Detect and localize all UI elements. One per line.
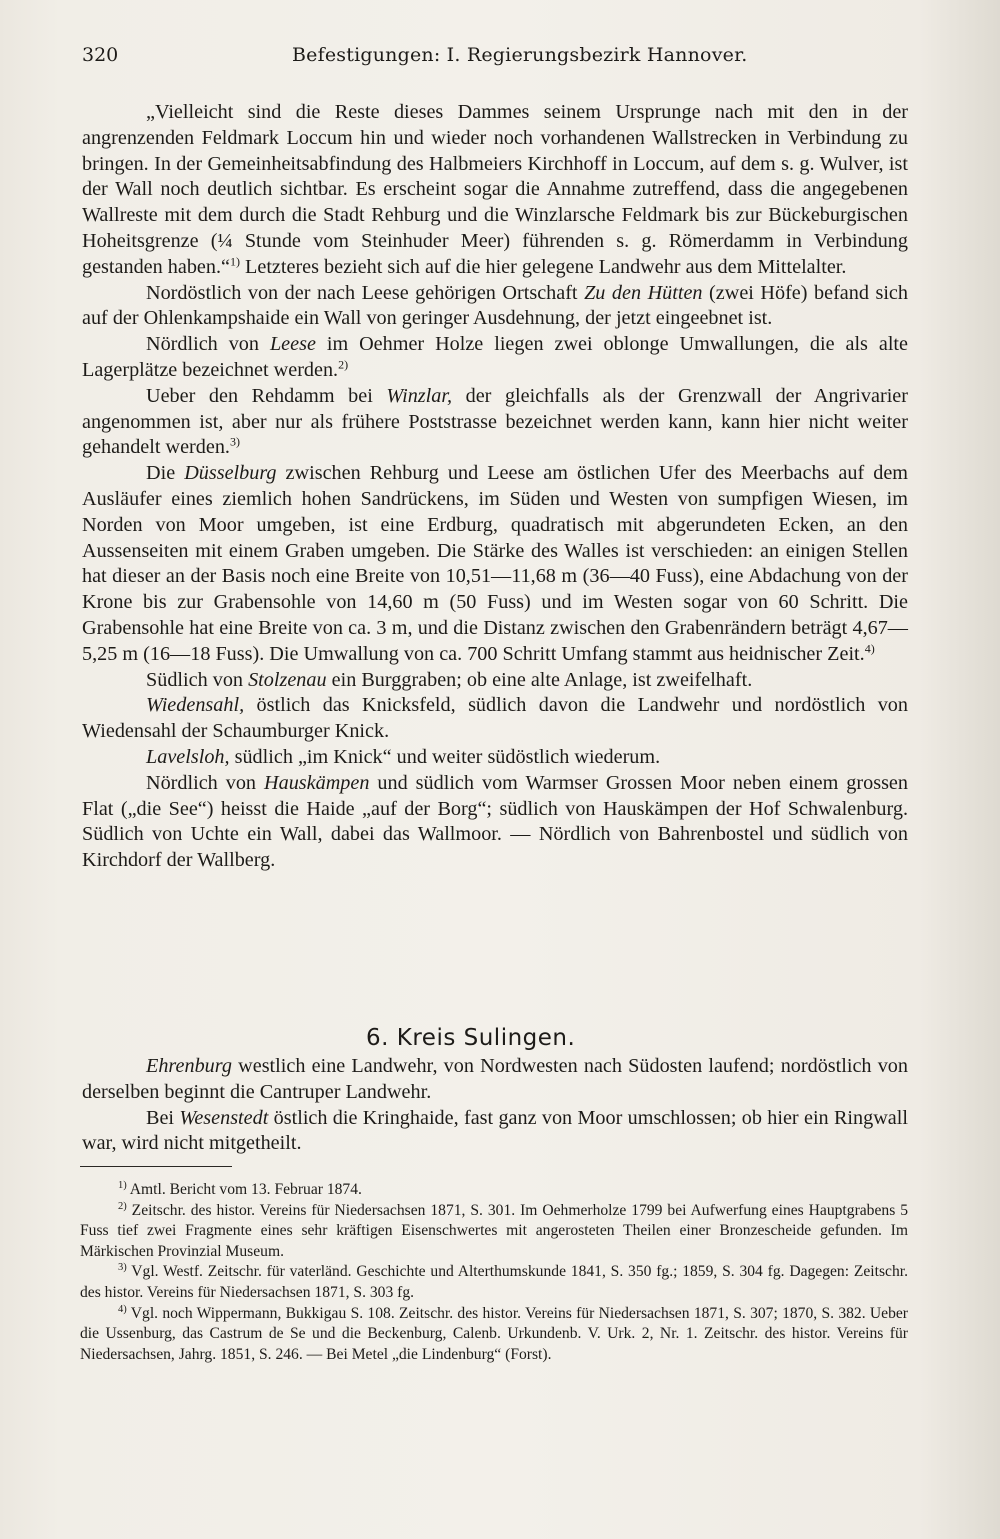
paragraph-text: Die [146,462,185,485]
footnote [80,1304,908,1366]
page-header [82,44,904,78]
paragraph-lavelsloh [82,745,908,771]
paragraph-text: zwischen Rehburg und Leese am östlichen Ufer des Meerbachs auf dem Ausläufer eines ziemlich hohen Sandrückens, im Süden und Westen von sumpfigen Wiesen, im Norden von Moor umgeben, ist eine Erdburg, quadratisch mit abgerundeten Ecken, an den Aussenseiten mit einem Graben umgeben. Die Stärke des Walles ist verschieden: an einigen Stellen hat dieser an der Basis noch eine Breite von 10,51—11,68 m (36—40 Fuss), eine Abdachung von der Krone bis zur Grabensohle von 14,60 m (50 Fuss) und im Westen sogar von 60 Schritt. Die Grabensohle hat eine Breite von ca. 3 m, und die Distanz zwischen den Grabenrändern beträgt 4,67—5,25 m (16—18 Fuss). Die Umwallung von ca. 700 Schritt Umfang stammt aus heidnischer Zeit. [82,462,908,665]
paragraph-duesselburg [82,461,908,667]
paragraph-winzlar [82,384,908,461]
footnote-divider [80,1166,232,1167]
running-title: Befestigungen: I. Regierungsbezirk Hannover. [292,44,748,66]
paragraph-ehrenburg [82,1054,908,1106]
paragraph-wesenstedt [82,1106,908,1158]
footnote-mark: 2) [118,1200,127,1212]
footnote-text: Zeitschr. des histor. Vereins für Niedersachsen 1871, S. 301. Im Oehmerholze 1799 bei Aufwerfung eines Hauptgrabens 5 Fuss tief zwei Fragmente eines sehr kräftigen Eisenschwertes mit angerosteten Theilen einer Bronzescheide gefunden. Im Märkischen Provinzial Museum. [80,1201,908,1260]
paragraph-text: östlich die Kringhaide, fast ganz von Moor umschlossen; ob hier ein Ringwall war, wird nicht mitgetheilt. [82,1106,908,1155]
paragraph-text: südlich „im Knick“ und weiter südöstlich wiederum. [229,745,661,768]
section-text [82,1054,908,1157]
paragraph-text: Nordöstlich von der nach Leese gehörigen Ortschaft [146,281,585,304]
page-number: 320 [82,44,119,66]
paragraph-quote [82,100,908,281]
paragraph-text: Letzteres bezieht sich auf die hier gelegene Landwehr aus dem Mittelalter. [239,255,847,278]
footnote-mark: 1) [118,1179,127,1191]
paragraph-text: Ueber den Rehdamm bei [146,384,387,407]
place-name: Stolzenau [248,668,327,691]
paragraph-text: Bei [146,1106,180,1129]
place-name: Wiedensahl, [146,694,245,717]
paragraph-text: Südlich von [146,668,249,691]
body-text [82,100,908,874]
place-name: Ehrenburg [146,1055,232,1077]
footnote-text: Vgl. noch Wippermann, Bukkigau S. 108. Zeitschr. des histor. Vereins für Niedersachsen 1871, S. 307; 1870, S. 382. Ueber die Ussenburg, das Castrum de Se und die Beckenburg, Calenb. Urkundenb. V. Urk. 2, Nr. 1. Zeitschr. des histor. Vereins für Niedersachsen, Jahrg. 1851, S. 246. — Bei Metel „die Lindenburg“ (Forst). [80,1304,908,1363]
paragraph-stolzenau [82,668,908,694]
footnote-mark: 3) [118,1262,127,1274]
footnotes [80,1180,908,1365]
place-name: Lavelsloh, [146,745,230,768]
footnote-reference: 1) [229,254,240,269]
paragraph-leese [82,332,908,384]
place-name: Zu den Hütten [584,281,703,304]
footnote-reference: 4) [864,641,875,655]
paragraph-text: Nördlich von [146,333,270,356]
paragraph-text: ein Burggraben; ob eine alte Anlage, ist zweifelhaft. [326,668,753,691]
paragraph-text: „Vielleicht sind die Reste dieses Dammes seinem Ursprunge nach mit den in der angrenzenden Feldmark Loccum hin und wieder noch vorhandenen Wallstrecken in Verbindung zu bringen. In der Gemeinheitsabfindung des Halbmeiers Kirchhoff in Loccum, auf dem s. g. Wulver, ist der Wall noch deutlich sichtbar. Es erscheint sogar die Annahme zutreffend, dass die angegebenen Wallreste mit dem durch die Stadt Rehburg und die Winzlarsche Feldmark bis zur Bückeburgischen Hoheitsgrenze (¼ Stunde vom Steinhuder Meer) führenden s. g. Römerdamm in Verbindung gestanden haben.“ [82,101,908,278]
footnote [80,1262,908,1303]
footnote [80,1201,908,1263]
footnote-reference: 3) [229,434,240,449]
footnote-reference: 2) [338,357,349,372]
place-name: Leese [269,333,316,356]
footnote-mark: 4) [118,1303,127,1315]
footnote [80,1180,908,1201]
paragraph-text: östlich das Knicksfeld, südlich davon die Landwehr und nordöstlich von Wiedensahl der Schaumburger Knick. [82,694,908,743]
paragraph-text: (zwei Höfe) befand sich auf der Ohlenkampshaide ein Wall von geringer Ausdehnung, der jetzt eingeebnet ist. [82,281,908,330]
paragraph-zu-den-huetten [82,281,908,333]
place-name: Wesenstedt [179,1106,269,1129]
place-name: Hauskämpen [264,771,370,794]
footnote-text: Amtl. Bericht vom 13. Februar 1874. [126,1181,362,1198]
place-name: Winzlar, [386,384,453,407]
paragraph-text: westlich eine Landwehr, von Nordwesten nach Südosten laufend; nordöstlich von derselben beginnt die Cantruper Landwehr. [82,1055,908,1103]
place-name: Düsselburg [184,462,277,485]
paragraph-text: und südlich vom Warmser Grossen Moor neben einem grossen Flat („die See“) heisst die Haide „auf der Borg“; südlich von Hauskämpen der Hof Schwalenburg. Südlich von Uchte ein Wall, dabei das Wallmoor. — Nördlich von Bahrenbostel und südlich von Kirchdorf der Wallberg. [82,771,908,872]
paragraph-hauskaempen [82,771,908,874]
paragraph-wiedensahl [82,693,908,745]
paragraph-text: im Oehmer Holze liegen zwei oblonge Umwallungen, die als alte Lagerplätze bezeichnet werden. [82,333,908,381]
paragraph-text: der gleichfalls als der Grenzwall der Angrivarier angenommen ist, aber nur als frühere Poststrasse bezeichnet werden kann, kann hier nicht weiter gehandelt werden. [82,384,908,459]
footnote-text: Vgl. Westf. Zeitschr. für vaterländ. Geschichte und Alterthumskunde 1841, S. 350 fg.; 1859, S. 304 fg. Dagegen: Zeitschr. des histor. Vereins für Niedersachsen 1871, S. 303 fg. [80,1263,908,1301]
section-heading: 6. Kreis Sulingen. [366,1025,576,1051]
paragraph-text: Nördlich von [146,771,265,794]
